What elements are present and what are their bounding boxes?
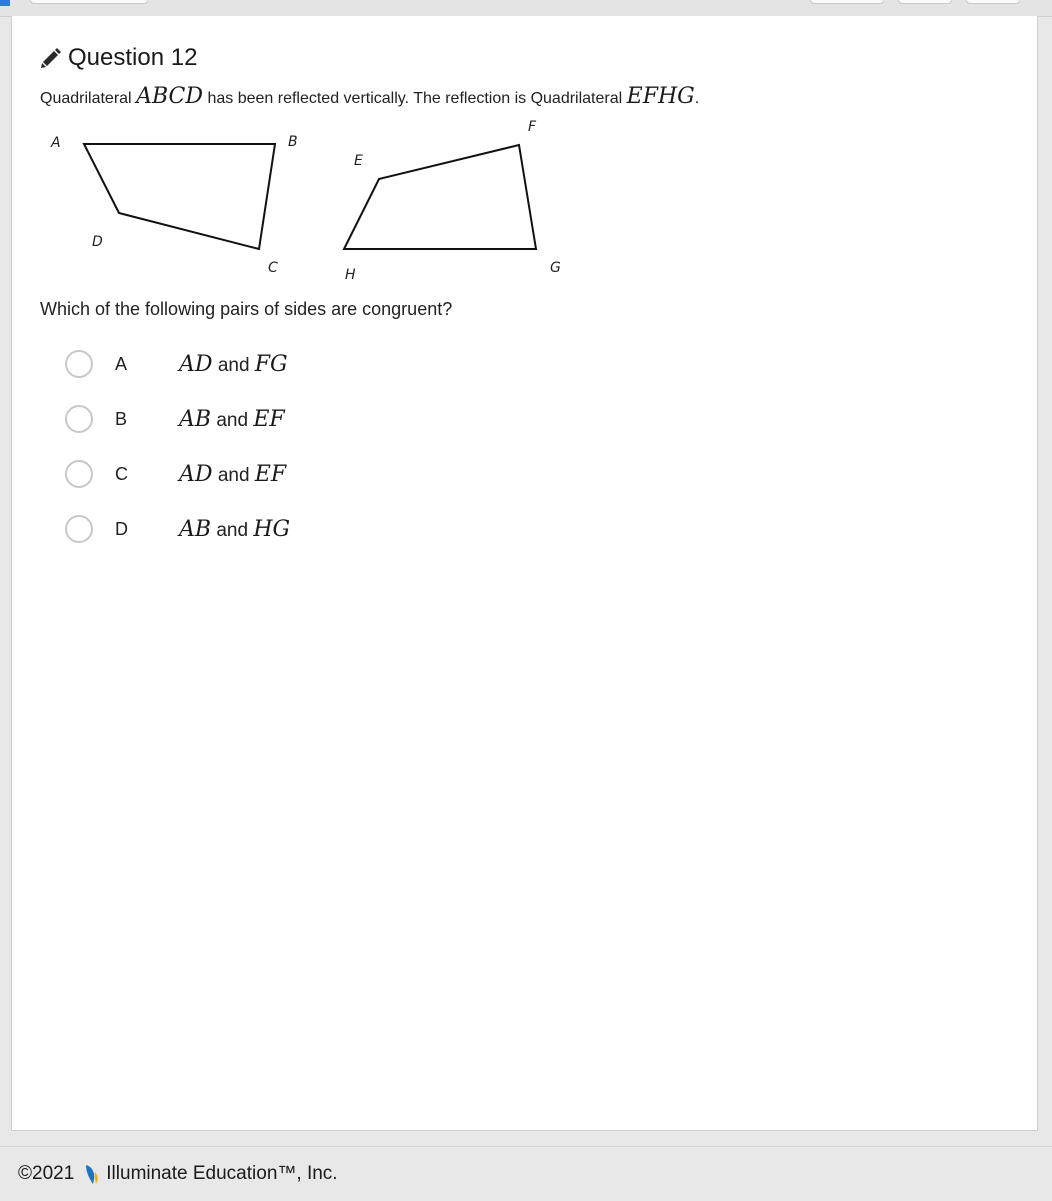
choice-letter: C [115, 463, 128, 484]
vertex-label-c: C [268, 260, 278, 276]
answer-choice-d[interactable] [65, 512, 291, 546]
choice-side-2: EF [253, 406, 285, 432]
vertex-label-g: G [550, 260, 561, 276]
footer-content [18, 1163, 338, 1185]
pencil-icon [40, 47, 62, 69]
choice-side-1: AB [179, 516, 212, 542]
stem-suffix: . [694, 90, 700, 107]
choice-text [179, 352, 288, 377]
toolbar-accent [0, 0, 10, 6]
question-title: Question 12 [68, 44, 198, 71]
answer-choice-c[interactable] [65, 457, 287, 491]
toolbar-button-left[interactable] [30, 0, 148, 4]
footer-copyright: ©2021 [18, 1163, 75, 1184]
top-toolbar [0, 0, 1052, 17]
toolbar-button-1[interactable] [810, 0, 884, 4]
stem-shape-1: ABCD [136, 84, 203, 109]
question-stem [40, 84, 699, 109]
choice-conjunction: and [216, 519, 249, 541]
stem-prefix: Quadrilateral [40, 90, 132, 107]
choice-letter: D [115, 518, 128, 539]
choice-conjunction: and [216, 409, 249, 431]
choice-text [179, 517, 290, 542]
toolbar-button-2[interactable] [898, 0, 952, 4]
vertex-label-b: B [288, 134, 298, 150]
choice-conjunction: and [217, 464, 250, 486]
radio-button[interactable] [65, 350, 93, 378]
illuminate-logo-icon [84, 1163, 102, 1185]
question-prompt: Which of the following pairs of sides are congruent? [40, 299, 453, 319]
radio-button[interactable] [65, 515, 93, 543]
vertex-label-f: F [528, 120, 537, 135]
vertex-label-d: D [92, 234, 103, 250]
choice-text [179, 407, 285, 432]
choice-side-1: AD [179, 461, 213, 487]
question-panel [11, 16, 1038, 1131]
quadrilateral-abcd [84, 144, 275, 249]
choice-letter: B [115, 408, 128, 429]
choice-side-2: EF [254, 461, 287, 487]
vertex-label-a: A [51, 135, 61, 151]
answer-choice-b[interactable] [65, 402, 285, 436]
quadrilateral-figure [40, 120, 600, 290]
toolbar-button-3[interactable] [966, 0, 1020, 4]
radio-button[interactable] [65, 460, 93, 488]
choice-letter: A [115, 353, 128, 374]
choice-conjunction: and [217, 354, 250, 376]
question-header [40, 44, 197, 72]
choice-side-1: AB [179, 406, 212, 432]
choice-text [179, 462, 286, 487]
choice-side-2: FG [254, 351, 288, 377]
stem-middle: has been reflected vertically. The reflection is Quadrilateral [207, 90, 623, 107]
choice-side-1: AD [179, 351, 213, 377]
page-footer [0, 1146, 1052, 1201]
vertex-label-e: E [354, 153, 363, 169]
footer-company: Illuminate Education™, Inc. [106, 1163, 338, 1184]
vertex-label-h: H [345, 267, 356, 283]
quadrilateral-efgh [344, 145, 536, 249]
stem-shape-2: EFHG [626, 84, 695, 109]
choice-side-2: HG [253, 516, 291, 542]
radio-button[interactable] [65, 405, 93, 433]
answer-choice-a[interactable] [65, 347, 288, 381]
